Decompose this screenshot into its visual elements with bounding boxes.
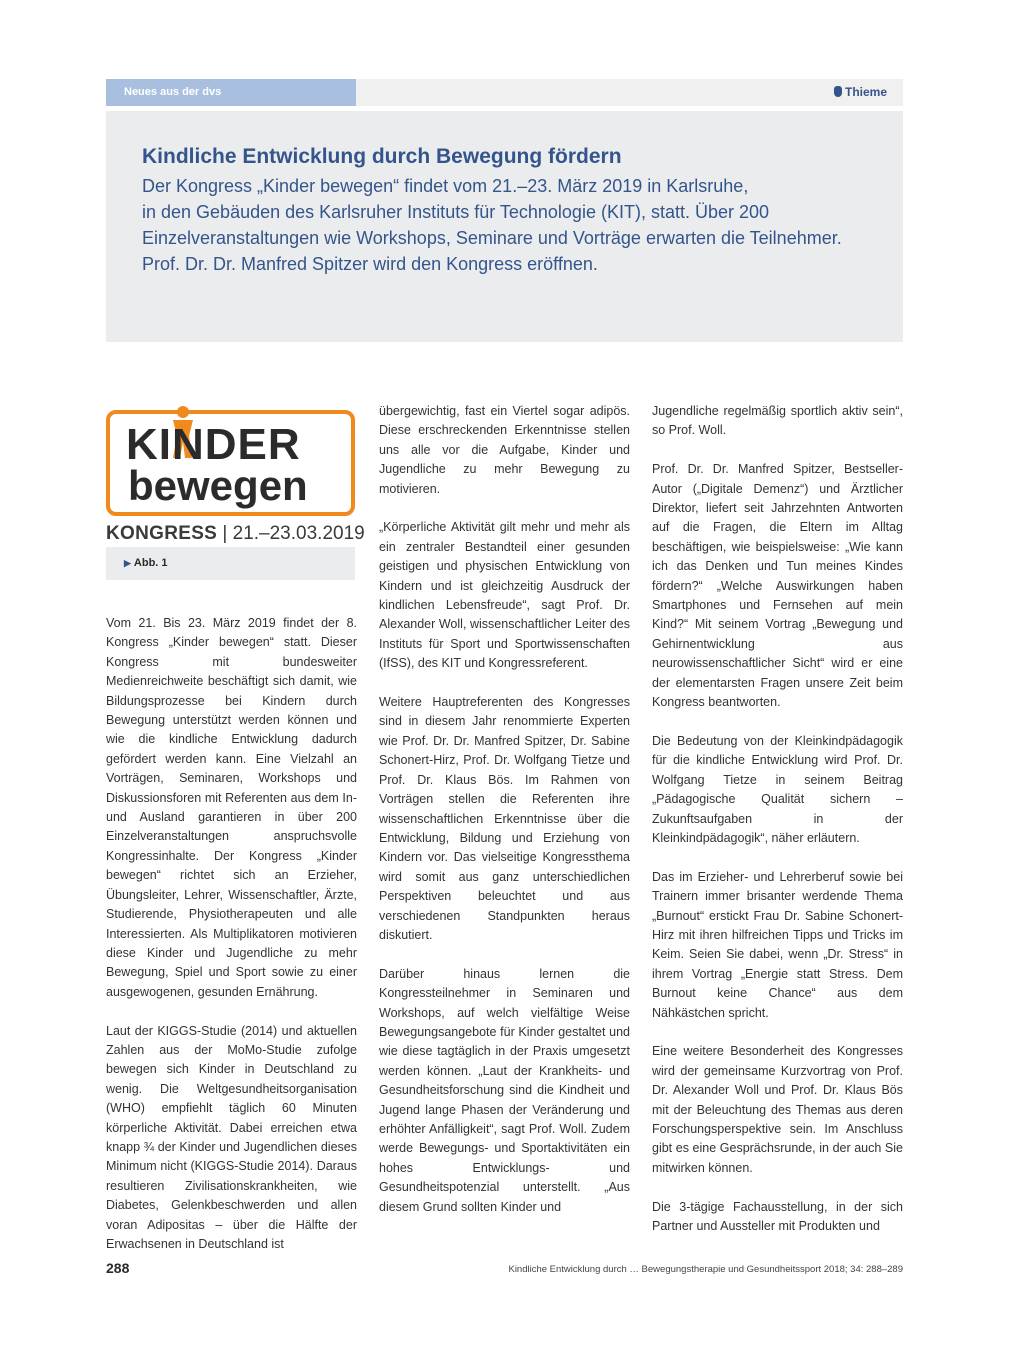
paragraph: Das im Erzieher- und Lehrerberuf sowie bei Trainern immer brisanter werdende Thema „Burnout“ erstickt Frau Dr. Sabine Schonert-Hirz mit ihren hilfreichen Tipps und Tricks im Keim. Seien Sie dabei, wenn „Dr. Stress“ in ihrem Vortrag „Energie statt Stress. Dem Burnout keine Chance“ aus dem Nähkästchen spricht. (652, 869, 903, 1020)
publisher-logo (834, 79, 887, 106)
paragraph: Jugendliche regelmäßig sportlich aktiv sein“, so Prof. Woll. (652, 404, 903, 438)
article-title: Kindliche Entwicklung durch Bewegung fördern (142, 145, 622, 168)
section-label: Neues aus der dvs (106, 79, 356, 106)
kongress-label: KONGRESS (106, 523, 218, 544)
kongress-date-line (106, 520, 365, 548)
paragraph: „Körperliche Aktivität gilt mehr und mehr als ein zentraler Bestandteil einer gesunden geistigen und physischen Entwicklung von Kindern und ist gleichzeitig Ausdruck der kindlichen Lebensfreude“, sagt Prof. Dr. Alexander Woll, wissenschaftlicher Leiter des Instituts für Sport und Sportwissenschaften (IfSS), des KIT und Kongressreferent. (379, 520, 630, 671)
footer-citation: Kindliche Entwicklung durch … Bewegungstherapie und Gesundheitssport 2018; 34: 288–289 (508, 1264, 903, 1275)
thieme-icon (834, 86, 842, 97)
triangle-right-icon: ▶ (124, 558, 131, 568)
paragraph: Prof. Dr. Dr. Manfred Spitzer, Bestseller-Autor („Digitale Demenz“) und Ärztlicher Direktor, liefert seit Jahrzehnten Antworten auf die Fragen, die Eltern im Alltag beschäftigen, wie beispielsweise: „Wie kann ich das Denken und Tun meines Kindes fördern?“ „Welche Auswirkungen haben Smartphones und Fernsehen auf mein Kind?“ Mit seinem Vortrag „Bewegung und Gehirnentwicklung aus neurowissenschaftlicher Sicht“ wird er eine der elementarsten Fragen unsere Zeit beim Kongress beantworten. (652, 462, 903, 710)
kinder-bewegen-logo (106, 410, 355, 516)
paragraph: Eine weitere Besonderheit des Kongresses wird der gemeinsame Kurzvortrag von Prof. Dr. Alexander Woll und Prof. Dr. Klaus Bös mit der Beleuchtung des Themas aus deren Forschungsperspektive sein. Im Anschluss gibt es eine Gesprächsrunde, in der auch Sie mitwirken können. (652, 1044, 903, 1175)
publisher-name: Thieme (844, 85, 887, 99)
logo-word-kinder: KINDER (126, 420, 301, 469)
kongress-date: | 21.–23.03.2019 (222, 523, 365, 544)
paragraph: Vom 21. Bis 23. März 2019 findet der 8. Kongress „Kinder bewegen“ statt. Dieser Kongress mit bundesweiter Medienreichweite beschäftigt sich damit, wie Bildungsprozesse bei Kindern durch Bewegung unterstützt werden können und wie die kindliche Entwicklung dadurch gefördert werden kann. Eine Vielzahl an Vorträgen, Seminaren, Workshops und Diskussionsforen mit Referenten aus dem In- und Ausland garantieren in über 200 Einzelveranstaltungen anspruchsvolle Kongressinhalte. Der Kongress „Kinder bewegen“ richtet sich an Erzieher, Übungsleiter, Lehrer, Wissenschaftler, Ärzte, Studierende, Physiotherapeuten und alle Interessierten. Als Multiplikatoren motivieren diese Kinder und Jugendliche zu mehr Bewegung, Spiel und Sport sowie zu einer ausgewogenen, gesunden Ernährung. (106, 616, 357, 999)
paragraph: Die 3-tägige Fachausstellung, in der sich Partner und Aussteller mit Produkten und (652, 1199, 903, 1233)
page-number: 288 (106, 1260, 130, 1276)
body-column-3 (652, 402, 903, 1236)
body-column-1 (106, 614, 357, 1254)
paragraph: Darüber hinaus lernen die Kongressteilnehmer in Seminaren und Workshops, auf welch vielfältige Weise Bewegungsangebote für Kinder gestaltet und wie diese tagtäglich in der Praxis umgesetzt werden können. „Laut der Krankheits- und Gesundheitsforschung sind die Kindheit und Jugend lange Phasen der Veränderung und erhöhter Anfälligkeit“, sagt Prof. Woll. Zudem werde Bewegungs- und Sportaktivitäten ein hohes Entwicklungs- und Gesundheitspotenzial unterstellt. „Aus diesem Grund sollten Kinder und (379, 966, 630, 1214)
paragraph: übergewichtig, fast ein Viertel sogar adipös. Diese erschreckenden Erkenntnisse stellen uns alle vor die Aufgabe, Kinder und Jugendliche zu mehr Bewegung zu motivieren. (379, 404, 630, 496)
figure-caption (106, 547, 355, 580)
paragraph: Weitere Hauptreferenten des Kongresses sind in diesem Jahr renommierte Experten wie Prof. Dr. Dr. Manfred Spitzer, Dr. Sabine Schonert-Hirz, Prof. Dr. Wolfgang Tietze und Prof. Dr. Klaus Bös. Im Rahmen von Vorträgen stellen die Referenten ihre wissenschaftlichen Erkenntnisse über die Entwicklung, Bildung und Erziehung von Kindern vor. Das vielseitige Kongressthema wird somit aus ganz unterschiedlichen Perspektiven beleuchtet und aus verschiedenen Standpunkten heraus diskutiert. (379, 695, 630, 942)
figure-label: Abb. 1 (133, 557, 168, 569)
lead-box (106, 111, 903, 342)
paragraph: Laut der KIGGS-Studie (2014) und aktuellen Zahlen aus der MoMo-Studie zufolge bewegen sich Kinder in Deutschland zu wenig. Die Weltgesundheitsorganisation (WHO) empfiehlt täglich 60 Minuten körperliche Aktivität. Dabei erreichen etwa knapp ¾ der Kinder und Jugendlichen dieses Minimum nicht (KIGGS-Studie 2014). Daraus resultieren Zivilisationskrankheiten, wie Diabetes, Gelenkbeschwerden und allen voran Adipositas – über die Hälfte der Erwachsenen in Deutschland ist (106, 1023, 357, 1251)
logo-word-bewegen: bewegen (128, 462, 308, 509)
top-bar (106, 79, 903, 106)
body-column-2 (379, 402, 630, 1217)
article-lead: Der Kongress „Kinder bewegen“ findet vom 21.–23. März 2019 in Karlsruhe, in den Gebäuden des Karlsruher Instituts für Technologie (KIT), statt. Über 200 Einzelveranstaltungen wie Workshops, Seminare und Vorträge erwarten die Teilnehmer. Prof. Dr. Dr. Manfred Spitzer wird den Kongress eröffnen. (142, 176, 842, 274)
paragraph: Die Bedeutung von der Kleinkindpädagogik für die kindliche Entwicklung wird Prof. Dr. Wolfgang Tietze in seinem Beitrag „Pädagogische Qualität sichern – Zukunftsaufgaben in der Kleinkindpädagogik“, näher erläutern. (652, 733, 903, 845)
